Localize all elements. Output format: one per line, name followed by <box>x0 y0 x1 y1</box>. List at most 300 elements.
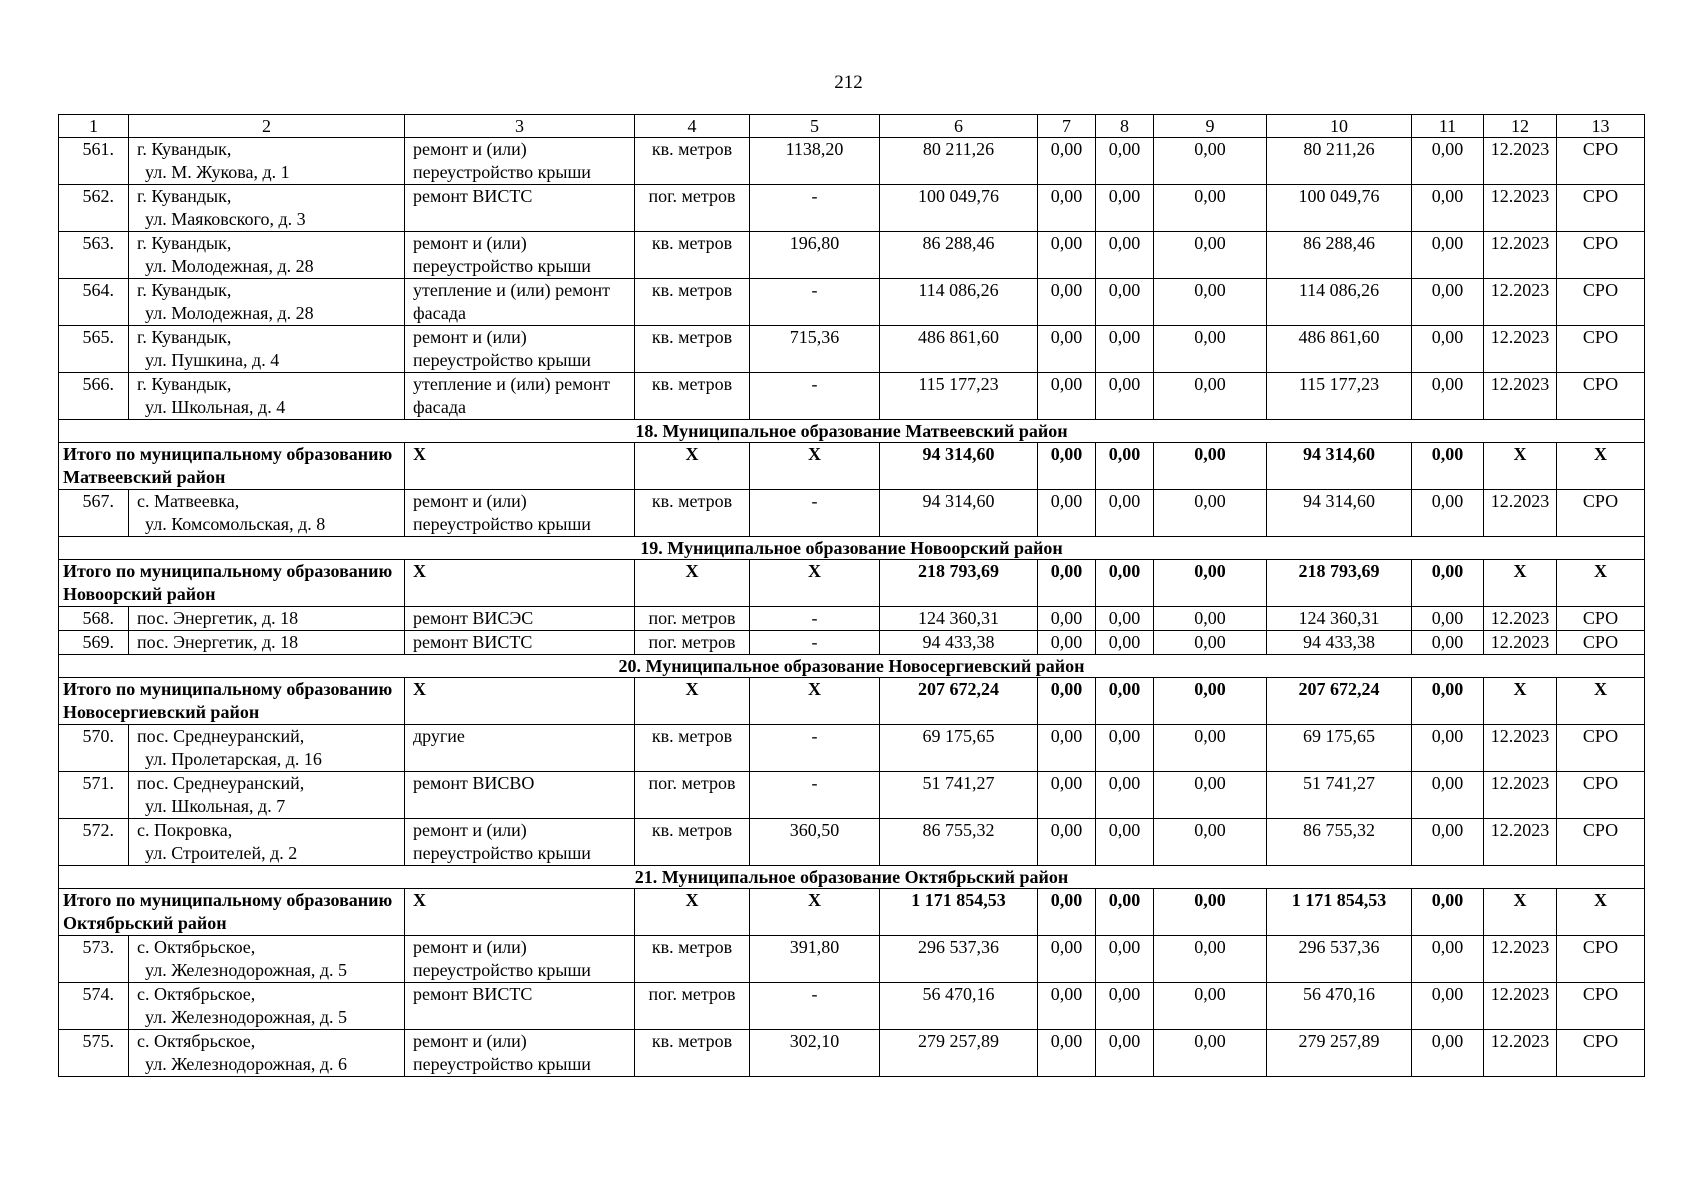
total-c3-cell: X <box>405 889 635 936</box>
work-type-cell: ремонт и (или) переустройство крыши <box>405 819 635 866</box>
c11-cell: 0,00 <box>1412 631 1484 655</box>
work-type-cell: ремонт и (или) переустройство крыши <box>405 936 635 983</box>
unit-cell: пог. метров <box>635 772 750 819</box>
unit-cell: кв. метров <box>635 1030 750 1077</box>
c11-cell: 0,00 <box>1412 772 1484 819</box>
total-row <box>59 560 1645 607</box>
work-type-cell: ремонт ВИСТС <box>405 631 635 655</box>
total-c11-cell: 0,00 <box>1412 560 1484 607</box>
c6-cell: 69 175,65 <box>880 725 1038 772</box>
work-type-cell: ремонт и (или) переустройство крыши <box>405 232 635 279</box>
section-heading-row <box>59 420 1645 443</box>
c6-cell: 94 314,60 <box>880 490 1038 537</box>
total-c8-cell: 0,00 <box>1096 443 1154 490</box>
c9-cell: 0,00 <box>1154 936 1267 983</box>
total-c13-cell: X <box>1557 889 1645 936</box>
c12-cell: 12.2023 <box>1484 185 1557 232</box>
c12-cell: 12.2023 <box>1484 490 1557 537</box>
total-c4-cell: X <box>635 443 750 490</box>
c11-cell: 0,00 <box>1412 819 1484 866</box>
c8-cell: 0,00 <box>1096 819 1154 866</box>
address-cell <box>129 983 405 1030</box>
c13-cell: СРО <box>1557 819 1645 866</box>
address-street: ул. Строителей, д. 2 <box>145 843 298 863</box>
row-number: 575. <box>59 1030 129 1077</box>
unit-cell: кв. метров <box>635 326 750 373</box>
address-street: ул. Пролетарская, д. 16 <box>145 749 322 769</box>
c10-cell: 115 177,23 <box>1267 373 1412 420</box>
unit-cell: кв. метров <box>635 138 750 185</box>
address-locality: г. Кувандык, <box>137 186 232 206</box>
address-cell <box>129 490 405 537</box>
c13-cell: СРО <box>1557 373 1645 420</box>
c6-cell: 114 086,26 <box>880 279 1038 326</box>
section-heading-row <box>59 866 1645 889</box>
c12-cell: 12.2023 <box>1484 631 1557 655</box>
total-label: Итого по муниципальному образованию Октябрьский район <box>59 889 405 936</box>
row-number: 573. <box>59 936 129 983</box>
row-number: 565. <box>59 326 129 373</box>
c8-cell: 0,00 <box>1096 279 1154 326</box>
quantity-cell: 360,50 <box>750 819 880 866</box>
total-c10-cell: 1 171 854,53 <box>1267 889 1412 936</box>
total-label: Итого по муниципальному образованию Матвеевский район <box>59 443 405 490</box>
address-street: ул. Комсомольская, д. 8 <box>145 514 326 534</box>
quantity-cell: - <box>750 725 880 772</box>
c13-cell: СРО <box>1557 936 1645 983</box>
c6-cell: 51 741,27 <box>880 772 1038 819</box>
address-street: ул. Железнодорожная, д. 5 <box>145 960 348 980</box>
c8-cell: 0,00 <box>1096 185 1154 232</box>
c7-cell: 0,00 <box>1038 819 1096 866</box>
c12-cell: 12.2023 <box>1484 1030 1557 1077</box>
work-type-cell: ремонт и (или) переустройство крыши <box>405 1030 635 1077</box>
c12-cell: 12.2023 <box>1484 607 1557 631</box>
c11-cell: 0,00 <box>1412 185 1484 232</box>
total-c4-cell: X <box>635 678 750 725</box>
total-c9-cell: 0,00 <box>1154 889 1267 936</box>
row-number: 563. <box>59 232 129 279</box>
c7-cell: 0,00 <box>1038 936 1096 983</box>
total-c8-cell: 0,00 <box>1096 560 1154 607</box>
total-c11-cell: 0,00 <box>1412 443 1484 490</box>
c10-cell: 94 433,38 <box>1267 631 1412 655</box>
table-row <box>59 185 1645 232</box>
c9-cell: 0,00 <box>1154 373 1267 420</box>
table-row <box>59 725 1645 772</box>
c12-cell: 12.2023 <box>1484 138 1557 185</box>
work-type-cell: ремонт и (или) переустройство крыши <box>405 326 635 373</box>
c7-cell: 0,00 <box>1038 232 1096 279</box>
c6-cell: 124 360,31 <box>880 607 1038 631</box>
table-row <box>59 772 1645 819</box>
c12-cell: 12.2023 <box>1484 936 1557 983</box>
page-number: 212 <box>834 72 863 93</box>
total-c12-cell: X <box>1484 678 1557 725</box>
c12-cell: 12.2023 <box>1484 326 1557 373</box>
c11-cell: 0,00 <box>1412 232 1484 279</box>
total-c12-cell: X <box>1484 443 1557 490</box>
total-c6-cell: 94 314,60 <box>880 443 1038 490</box>
c9-cell: 0,00 <box>1154 279 1267 326</box>
total-row <box>59 443 1645 490</box>
table-row <box>59 819 1645 866</box>
table-row <box>59 232 1645 279</box>
row-number: 572. <box>59 819 129 866</box>
total-c10-cell: 207 672,24 <box>1267 678 1412 725</box>
c6-cell: 115 177,23 <box>880 373 1038 420</box>
address-street: ул. Железнодорожная, д. 6 <box>145 1054 348 1074</box>
work-type-cell: ремонт и (или) переустройство крыши <box>405 138 635 185</box>
c8-cell: 0,00 <box>1096 631 1154 655</box>
total-c4-cell: X <box>635 560 750 607</box>
c11-cell: 0,00 <box>1412 983 1484 1030</box>
table-row <box>59 1030 1645 1077</box>
c8-cell: 0,00 <box>1096 138 1154 185</box>
address-street: ул. Железнодорожная, д. 5 <box>145 1007 348 1027</box>
row-number: 570. <box>59 725 129 772</box>
total-c6-cell: 1 171 854,53 <box>880 889 1038 936</box>
c8-cell: 0,00 <box>1096 232 1154 279</box>
c9-cell: 0,00 <box>1154 138 1267 185</box>
total-c9-cell: 0,00 <box>1154 443 1267 490</box>
work-type-cell: утепление и (или) ремонт фасада <box>405 279 635 326</box>
total-c8-cell: 0,00 <box>1096 678 1154 725</box>
c13-cell: СРО <box>1557 490 1645 537</box>
c13-cell: СРО <box>1557 326 1645 373</box>
total-c4-cell: X <box>635 889 750 936</box>
c13-cell: СРО <box>1557 185 1645 232</box>
c6-cell: 279 257,89 <box>880 1030 1038 1077</box>
work-type-cell: утепление и (или) ремонт фасада <box>405 373 635 420</box>
table-row <box>59 373 1645 420</box>
c13-cell: СРО <box>1557 772 1645 819</box>
unit-cell: пог. метров <box>635 631 750 655</box>
c13-cell: СРО <box>1557 983 1645 1030</box>
total-row <box>59 678 1645 725</box>
quantity-cell: - <box>750 490 880 537</box>
c13-cell: СРО <box>1557 631 1645 655</box>
total-label: Итого по муниципальному образованию Новосергиевский район <box>59 678 405 725</box>
unit-cell: кв. метров <box>635 819 750 866</box>
c8-cell: 0,00 <box>1096 607 1154 631</box>
total-c13-cell: X <box>1557 560 1645 607</box>
unit-cell: пог. метров <box>635 983 750 1030</box>
address-cell <box>129 819 405 866</box>
total-c7-cell: 0,00 <box>1038 560 1096 607</box>
column-number-cell: 3 <box>405 115 635 138</box>
address-cell <box>129 936 405 983</box>
unit-cell: кв. метров <box>635 279 750 326</box>
total-c3-cell: X <box>405 560 635 607</box>
address-locality: с. Матвеевка, <box>137 491 240 511</box>
total-c10-cell: 94 314,60 <box>1267 443 1412 490</box>
c10-cell: 51 741,27 <box>1267 772 1412 819</box>
c10-cell: 279 257,89 <box>1267 1030 1412 1077</box>
c6-cell: 100 049,76 <box>880 185 1038 232</box>
c9-cell: 0,00 <box>1154 631 1267 655</box>
column-number-cell: 9 <box>1154 115 1267 138</box>
c13-cell: СРО <box>1557 607 1645 631</box>
total-c13-cell: X <box>1557 443 1645 490</box>
column-number-cell: 4 <box>635 115 750 138</box>
c7-cell: 0,00 <box>1038 185 1096 232</box>
address-cell <box>129 631 405 655</box>
address-locality: г. Кувандык, <box>137 374 232 394</box>
address-street: ул. Молодежная, д. 28 <box>145 303 314 323</box>
c11-cell: 0,00 <box>1412 607 1484 631</box>
c9-cell: 0,00 <box>1154 819 1267 866</box>
c12-cell: 12.2023 <box>1484 819 1557 866</box>
table-row <box>59 607 1645 631</box>
quantity-cell: - <box>750 983 880 1030</box>
address-cell <box>129 326 405 373</box>
c13-cell: СРО <box>1557 138 1645 185</box>
row-number: 568. <box>59 607 129 631</box>
c11-cell: 0,00 <box>1412 490 1484 537</box>
quantity-cell: 302,10 <box>750 1030 880 1077</box>
row-number: 561. <box>59 138 129 185</box>
c11-cell: 0,00 <box>1412 138 1484 185</box>
c7-cell: 0,00 <box>1038 983 1096 1030</box>
c12-cell: 12.2023 <box>1484 373 1557 420</box>
total-c7-cell: 0,00 <box>1038 443 1096 490</box>
c13-cell: СРО <box>1557 725 1645 772</box>
c6-cell: 94 433,38 <box>880 631 1038 655</box>
quantity-cell: 715,36 <box>750 326 880 373</box>
column-number-cell: 10 <box>1267 115 1412 138</box>
c9-cell: 0,00 <box>1154 490 1267 537</box>
row-number: 569. <box>59 631 129 655</box>
c8-cell: 0,00 <box>1096 936 1154 983</box>
address-locality: с. Октябрьское, <box>137 1031 256 1051</box>
c7-cell: 0,00 <box>1038 607 1096 631</box>
table-row <box>59 936 1645 983</box>
c8-cell: 0,00 <box>1096 983 1154 1030</box>
total-label: Итого по муниципальному образованию Новоорский район <box>59 560 405 607</box>
address-cell <box>129 725 405 772</box>
table-row <box>59 326 1645 373</box>
unit-cell: кв. метров <box>635 373 750 420</box>
address-street: ул. Маяковского, д. 3 <box>145 209 306 229</box>
quantity-cell: 196,80 <box>750 232 880 279</box>
row-number: 562. <box>59 185 129 232</box>
c7-cell: 0,00 <box>1038 490 1096 537</box>
unit-cell: кв. метров <box>635 936 750 983</box>
c10-cell: 486 861,60 <box>1267 326 1412 373</box>
address-cell <box>129 279 405 326</box>
c12-cell: 12.2023 <box>1484 983 1557 1030</box>
total-c11-cell: 0,00 <box>1412 678 1484 725</box>
quantity-cell: - <box>750 631 880 655</box>
section-title: 21. Муниципальное образование Октябрьский район <box>59 866 1645 889</box>
c10-cell: 56 470,16 <box>1267 983 1412 1030</box>
address-street: ул. Пушкина, д. 4 <box>145 350 280 370</box>
address-locality: г. Кувандык, <box>137 327 232 347</box>
c9-cell: 0,00 <box>1154 725 1267 772</box>
c6-cell: 56 470,16 <box>880 983 1038 1030</box>
total-c3-cell: X <box>405 443 635 490</box>
address-street: ул. Школьная, д. 4 <box>145 397 286 417</box>
c7-cell: 0,00 <box>1038 725 1096 772</box>
c10-cell: 86 755,32 <box>1267 819 1412 866</box>
c8-cell: 0,00 <box>1096 1030 1154 1077</box>
total-c5-cell: X <box>750 889 880 936</box>
c12-cell: 12.2023 <box>1484 725 1557 772</box>
section-title: 18. Муниципальное образование Матвеевский район <box>59 420 1645 443</box>
total-c12-cell: X <box>1484 889 1557 936</box>
c8-cell: 0,00 <box>1096 326 1154 373</box>
c6-cell: 86 755,32 <box>880 819 1038 866</box>
table-row <box>59 490 1645 537</box>
c12-cell: 12.2023 <box>1484 232 1557 279</box>
column-number-cell: 13 <box>1557 115 1645 138</box>
address-locality: с. Октябрьское, <box>137 937 256 957</box>
quantity-cell: - <box>750 373 880 420</box>
c10-cell: 100 049,76 <box>1267 185 1412 232</box>
c8-cell: 0,00 <box>1096 725 1154 772</box>
table-row <box>59 631 1645 655</box>
c11-cell: 0,00 <box>1412 1030 1484 1077</box>
c9-cell: 0,00 <box>1154 772 1267 819</box>
column-number-cell: 2 <box>129 115 405 138</box>
c8-cell: 0,00 <box>1096 373 1154 420</box>
c12-cell: 12.2023 <box>1484 772 1557 819</box>
c10-cell: 114 086,26 <box>1267 279 1412 326</box>
c10-cell: 124 360,31 <box>1267 607 1412 631</box>
c11-cell: 0,00 <box>1412 326 1484 373</box>
unit-cell: кв. метров <box>635 232 750 279</box>
work-type-cell: ремонт ВИСВО <box>405 772 635 819</box>
c11-cell: 0,00 <box>1412 725 1484 772</box>
column-number-cell: 1 <box>59 115 129 138</box>
c10-cell: 296 537,36 <box>1267 936 1412 983</box>
address-locality: г. Кувандык, <box>137 280 232 300</box>
c13-cell: СРО <box>1557 279 1645 326</box>
section-title: 19. Муниципальное образование Новоорский район <box>59 537 1645 560</box>
table-row <box>59 983 1645 1030</box>
row-number: 564. <box>59 279 129 326</box>
work-type-cell: ремонт ВИСЭС <box>405 607 635 631</box>
c6-cell: 86 288,46 <box>880 232 1038 279</box>
section-heading-row <box>59 537 1645 560</box>
c7-cell: 0,00 <box>1038 279 1096 326</box>
c9-cell: 0,00 <box>1154 983 1267 1030</box>
quantity-cell: - <box>750 607 880 631</box>
c6-cell: 80 211,26 <box>880 138 1038 185</box>
address-cell <box>129 232 405 279</box>
c11-cell: 0,00 <box>1412 373 1484 420</box>
c10-cell: 69 175,65 <box>1267 725 1412 772</box>
c8-cell: 0,00 <box>1096 772 1154 819</box>
address-locality: пос. Среднеуранский, <box>137 773 305 793</box>
program-table <box>58 114 1645 1077</box>
total-row <box>59 889 1645 936</box>
work-type-cell: ремонт и (или) переустройство крыши <box>405 490 635 537</box>
total-c11-cell: 0,00 <box>1412 889 1484 936</box>
address-locality: пос. Энергетик, д. 18 <box>137 608 299 628</box>
total-c12-cell: X <box>1484 560 1557 607</box>
address-street: ул. Молодежная, д. 28 <box>145 256 314 276</box>
row-number: 574. <box>59 983 129 1030</box>
work-type-cell: другие <box>405 725 635 772</box>
c10-cell: 86 288,46 <box>1267 232 1412 279</box>
c7-cell: 0,00 <box>1038 138 1096 185</box>
address-cell <box>129 373 405 420</box>
work-type-cell: ремонт ВИСТС <box>405 983 635 1030</box>
column-number-cell: 7 <box>1038 115 1096 138</box>
c9-cell: 0,00 <box>1154 326 1267 373</box>
c9-cell: 0,00 <box>1154 607 1267 631</box>
address-locality: г. Кувандык, <box>137 233 232 253</box>
total-c6-cell: 218 793,69 <box>880 560 1038 607</box>
c9-cell: 0,00 <box>1154 232 1267 279</box>
c6-cell: 296 537,36 <box>880 936 1038 983</box>
address-cell <box>129 772 405 819</box>
column-number-header-row <box>59 115 1645 138</box>
row-number: 567. <box>59 490 129 537</box>
address-cell <box>129 138 405 185</box>
unit-cell: кв. метров <box>635 725 750 772</box>
c9-cell: 0,00 <box>1154 1030 1267 1077</box>
table-row <box>59 138 1645 185</box>
work-type-cell: ремонт ВИСТС <box>405 185 635 232</box>
address-cell <box>129 185 405 232</box>
c7-cell: 0,00 <box>1038 373 1096 420</box>
total-c7-cell: 0,00 <box>1038 889 1096 936</box>
total-c5-cell: X <box>750 678 880 725</box>
address-cell <box>129 1030 405 1077</box>
total-c9-cell: 0,00 <box>1154 678 1267 725</box>
quantity-cell: 1138,20 <box>750 138 880 185</box>
total-c6-cell: 207 672,24 <box>880 678 1038 725</box>
address-locality: г. Кувандык, <box>137 139 232 159</box>
total-c5-cell: X <box>750 443 880 490</box>
unit-cell: пог. метров <box>635 607 750 631</box>
column-number-cell: 6 <box>880 115 1038 138</box>
row-number: 566. <box>59 373 129 420</box>
c11-cell: 0,00 <box>1412 279 1484 326</box>
section-title: 20. Муниципальное образование Новосергиевский район <box>59 655 1645 678</box>
unit-cell: пог. метров <box>635 185 750 232</box>
c9-cell: 0,00 <box>1154 185 1267 232</box>
total-c10-cell: 218 793,69 <box>1267 560 1412 607</box>
address-locality: с. Октябрьское, <box>137 984 256 1004</box>
c7-cell: 0,00 <box>1038 326 1096 373</box>
address-street: ул. М. Жукова, д. 1 <box>145 162 290 182</box>
total-c3-cell: X <box>405 678 635 725</box>
c13-cell: СРО <box>1557 232 1645 279</box>
c11-cell: 0,00 <box>1412 936 1484 983</box>
c6-cell: 486 861,60 <box>880 326 1038 373</box>
address-locality: пос. Среднеуранский, <box>137 726 305 746</box>
quantity-cell: - <box>750 185 880 232</box>
address-locality: с. Покровка, <box>137 820 233 840</box>
total-c7-cell: 0,00 <box>1038 678 1096 725</box>
total-c13-cell: X <box>1557 678 1645 725</box>
address-cell <box>129 607 405 631</box>
c7-cell: 0,00 <box>1038 772 1096 819</box>
total-c5-cell: X <box>750 560 880 607</box>
total-c8-cell: 0,00 <box>1096 889 1154 936</box>
total-c9-cell: 0,00 <box>1154 560 1267 607</box>
c10-cell: 80 211,26 <box>1267 138 1412 185</box>
c8-cell: 0,00 <box>1096 490 1154 537</box>
column-number-cell: 8 <box>1096 115 1154 138</box>
table-row <box>59 279 1645 326</box>
c13-cell: СРО <box>1557 1030 1645 1077</box>
address-street: ул. Школьная, д. 7 <box>145 796 286 816</box>
